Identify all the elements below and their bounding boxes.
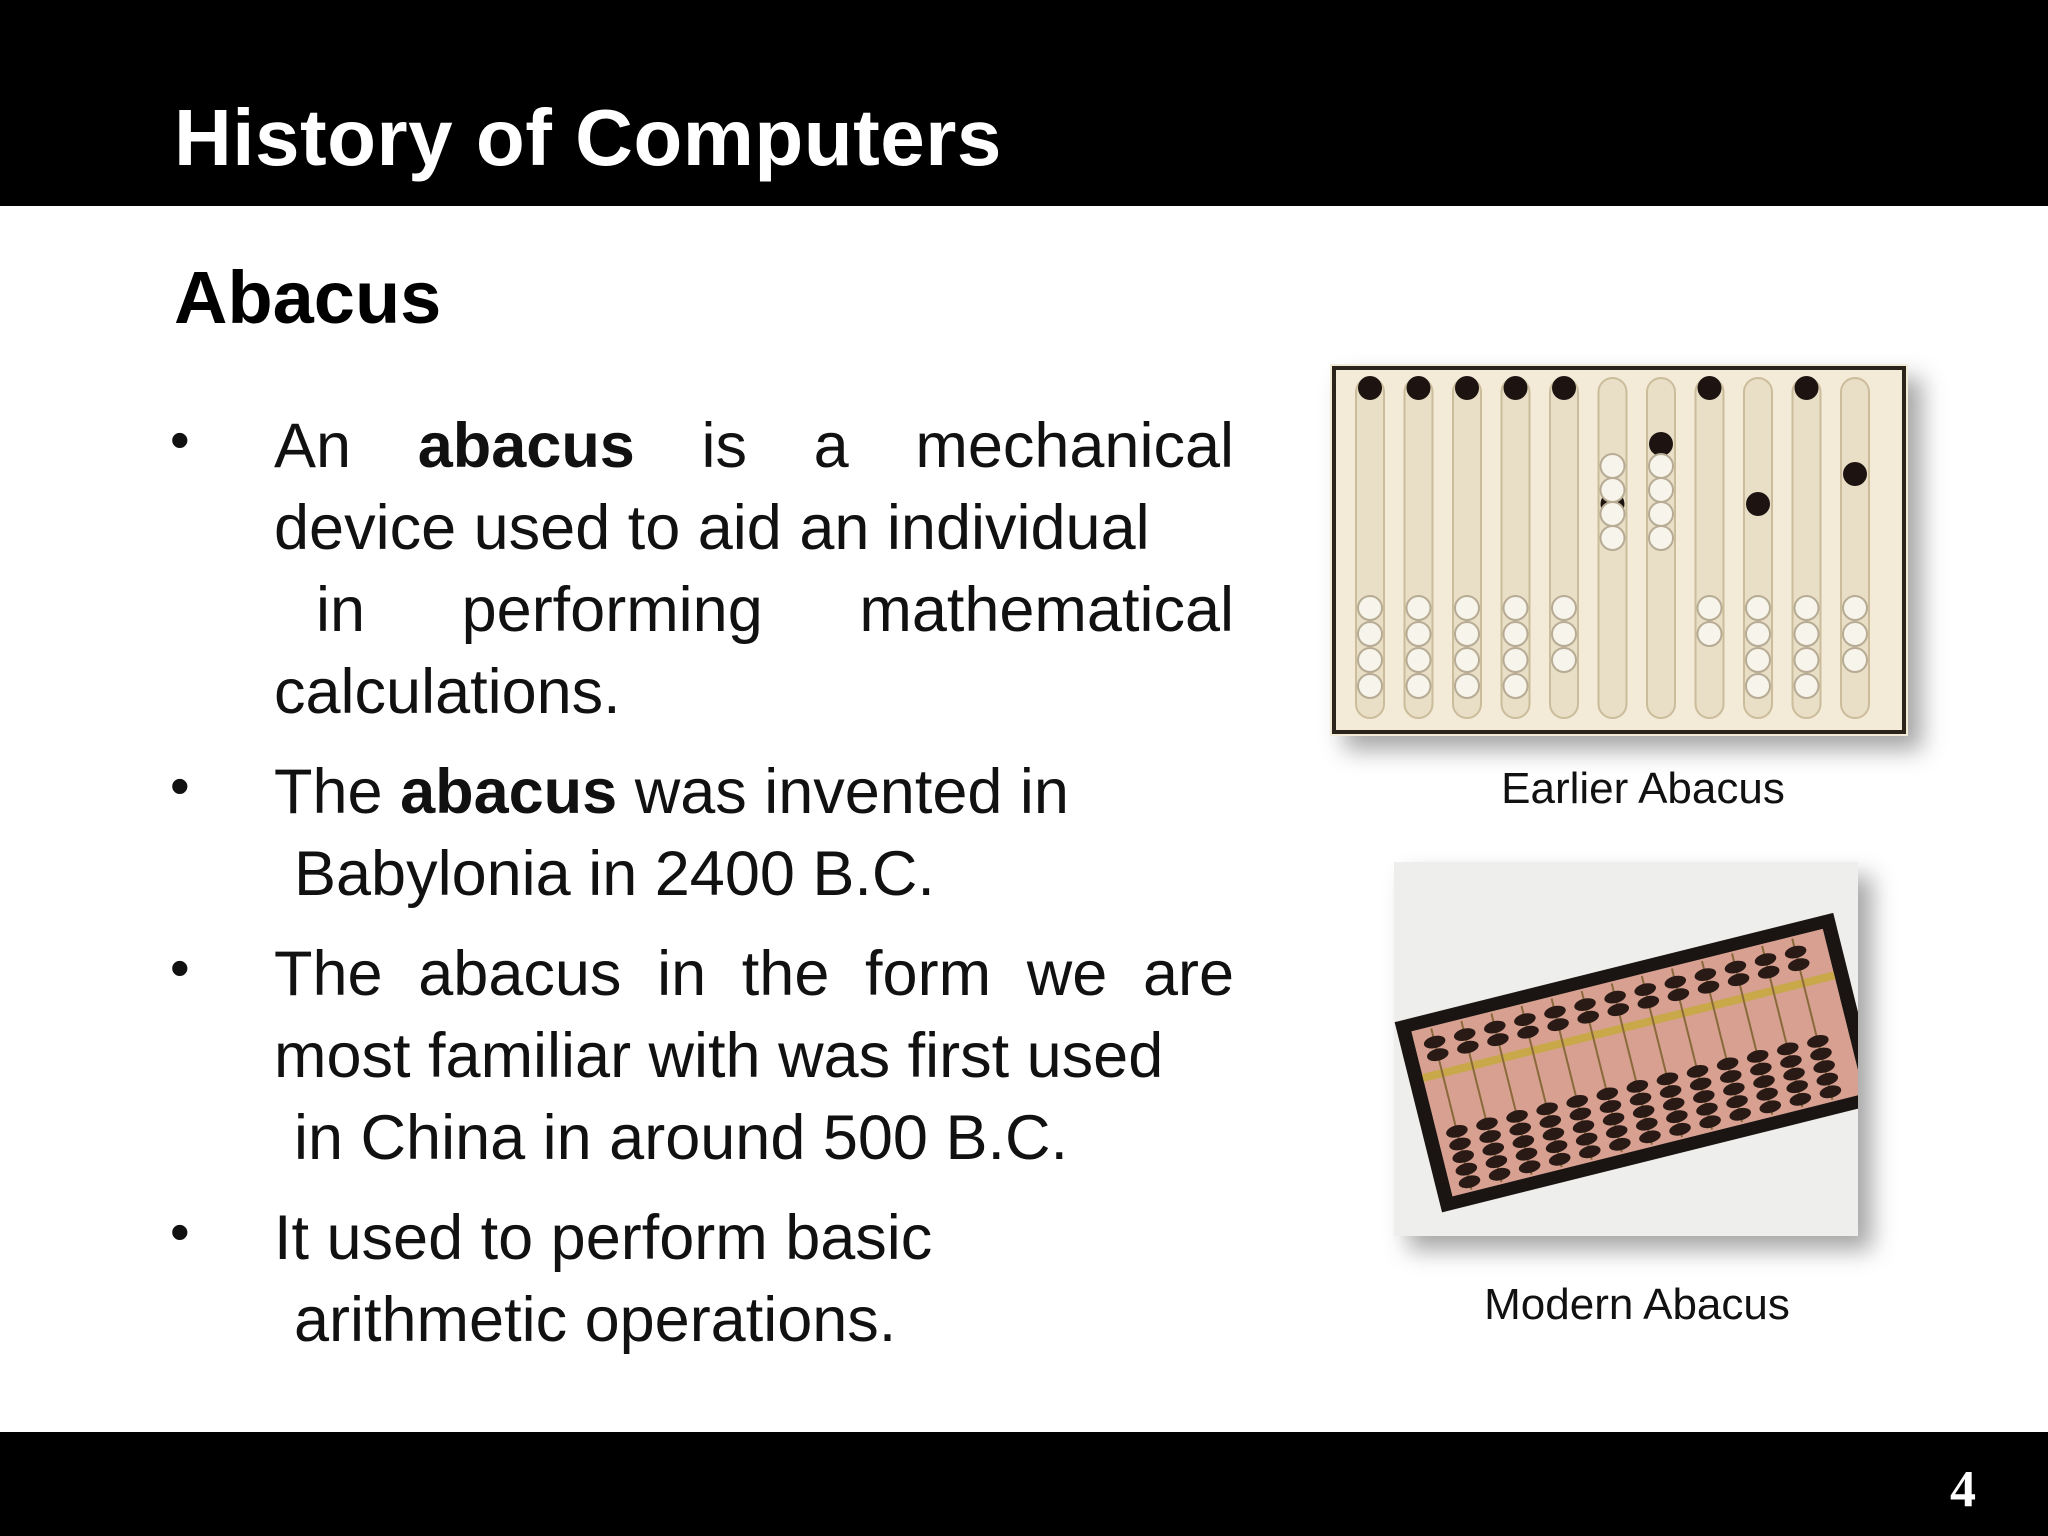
slide-title: History of Computers [174, 93, 1002, 182]
bullet-item [170, 405, 1260, 733]
bullet-line: in performing mathematical [316, 575, 1234, 645]
bullet-marker: • [170, 936, 190, 999]
bullet-marker: • [170, 1200, 190, 1263]
bullet-line: most familiar with was first used [274, 1021, 1164, 1091]
bullet-line: in China in around 500 B.C. [294, 1103, 1068, 1173]
earlier-abacus-caption: Earlier Abacus [1501, 764, 1785, 813]
earlier-abacus-image [1330, 364, 1908, 736]
bullet-line: calculations. [274, 657, 621, 727]
page-number: 4 [1950, 1461, 1976, 1518]
bullet-marker: • [170, 754, 190, 817]
bullet-line: Babylonia in 2400 B.C. [294, 839, 935, 909]
bullet-marker: • [170, 408, 190, 471]
modern-abacus-image [1394, 862, 1858, 1236]
bullet-line: It used to perform basic [274, 1203, 933, 1273]
bullet-line [274, 405, 1234, 487]
bold-term: abacus [400, 757, 618, 827]
text-segment: The [274, 757, 401, 827]
bullet-item [170, 933, 1260, 1179]
bullet-line: arithmetic operations. [294, 1285, 897, 1355]
section-heading: Abacus [174, 256, 442, 339]
footer-bar [0, 1432, 2048, 1536]
bullet-line: device used to aid an individual [274, 493, 1150, 563]
text-segment: is a mechanical [634, 411, 1234, 481]
bold-term: abacus [417, 411, 635, 481]
bullet-item [170, 751, 1260, 915]
bullet-list [170, 405, 1260, 1379]
text-segment: An [274, 411, 418, 481]
modern-abacus-caption: Modern Abacus [1484, 1280, 1790, 1329]
bullet-line: The abacus in the form we are [274, 939, 1234, 1009]
bullet-item [170, 1197, 1260, 1361]
text-segment: was invented in [617, 757, 1069, 827]
abacus-grooves [1356, 376, 1869, 718]
bullet-line [274, 751, 1260, 833]
